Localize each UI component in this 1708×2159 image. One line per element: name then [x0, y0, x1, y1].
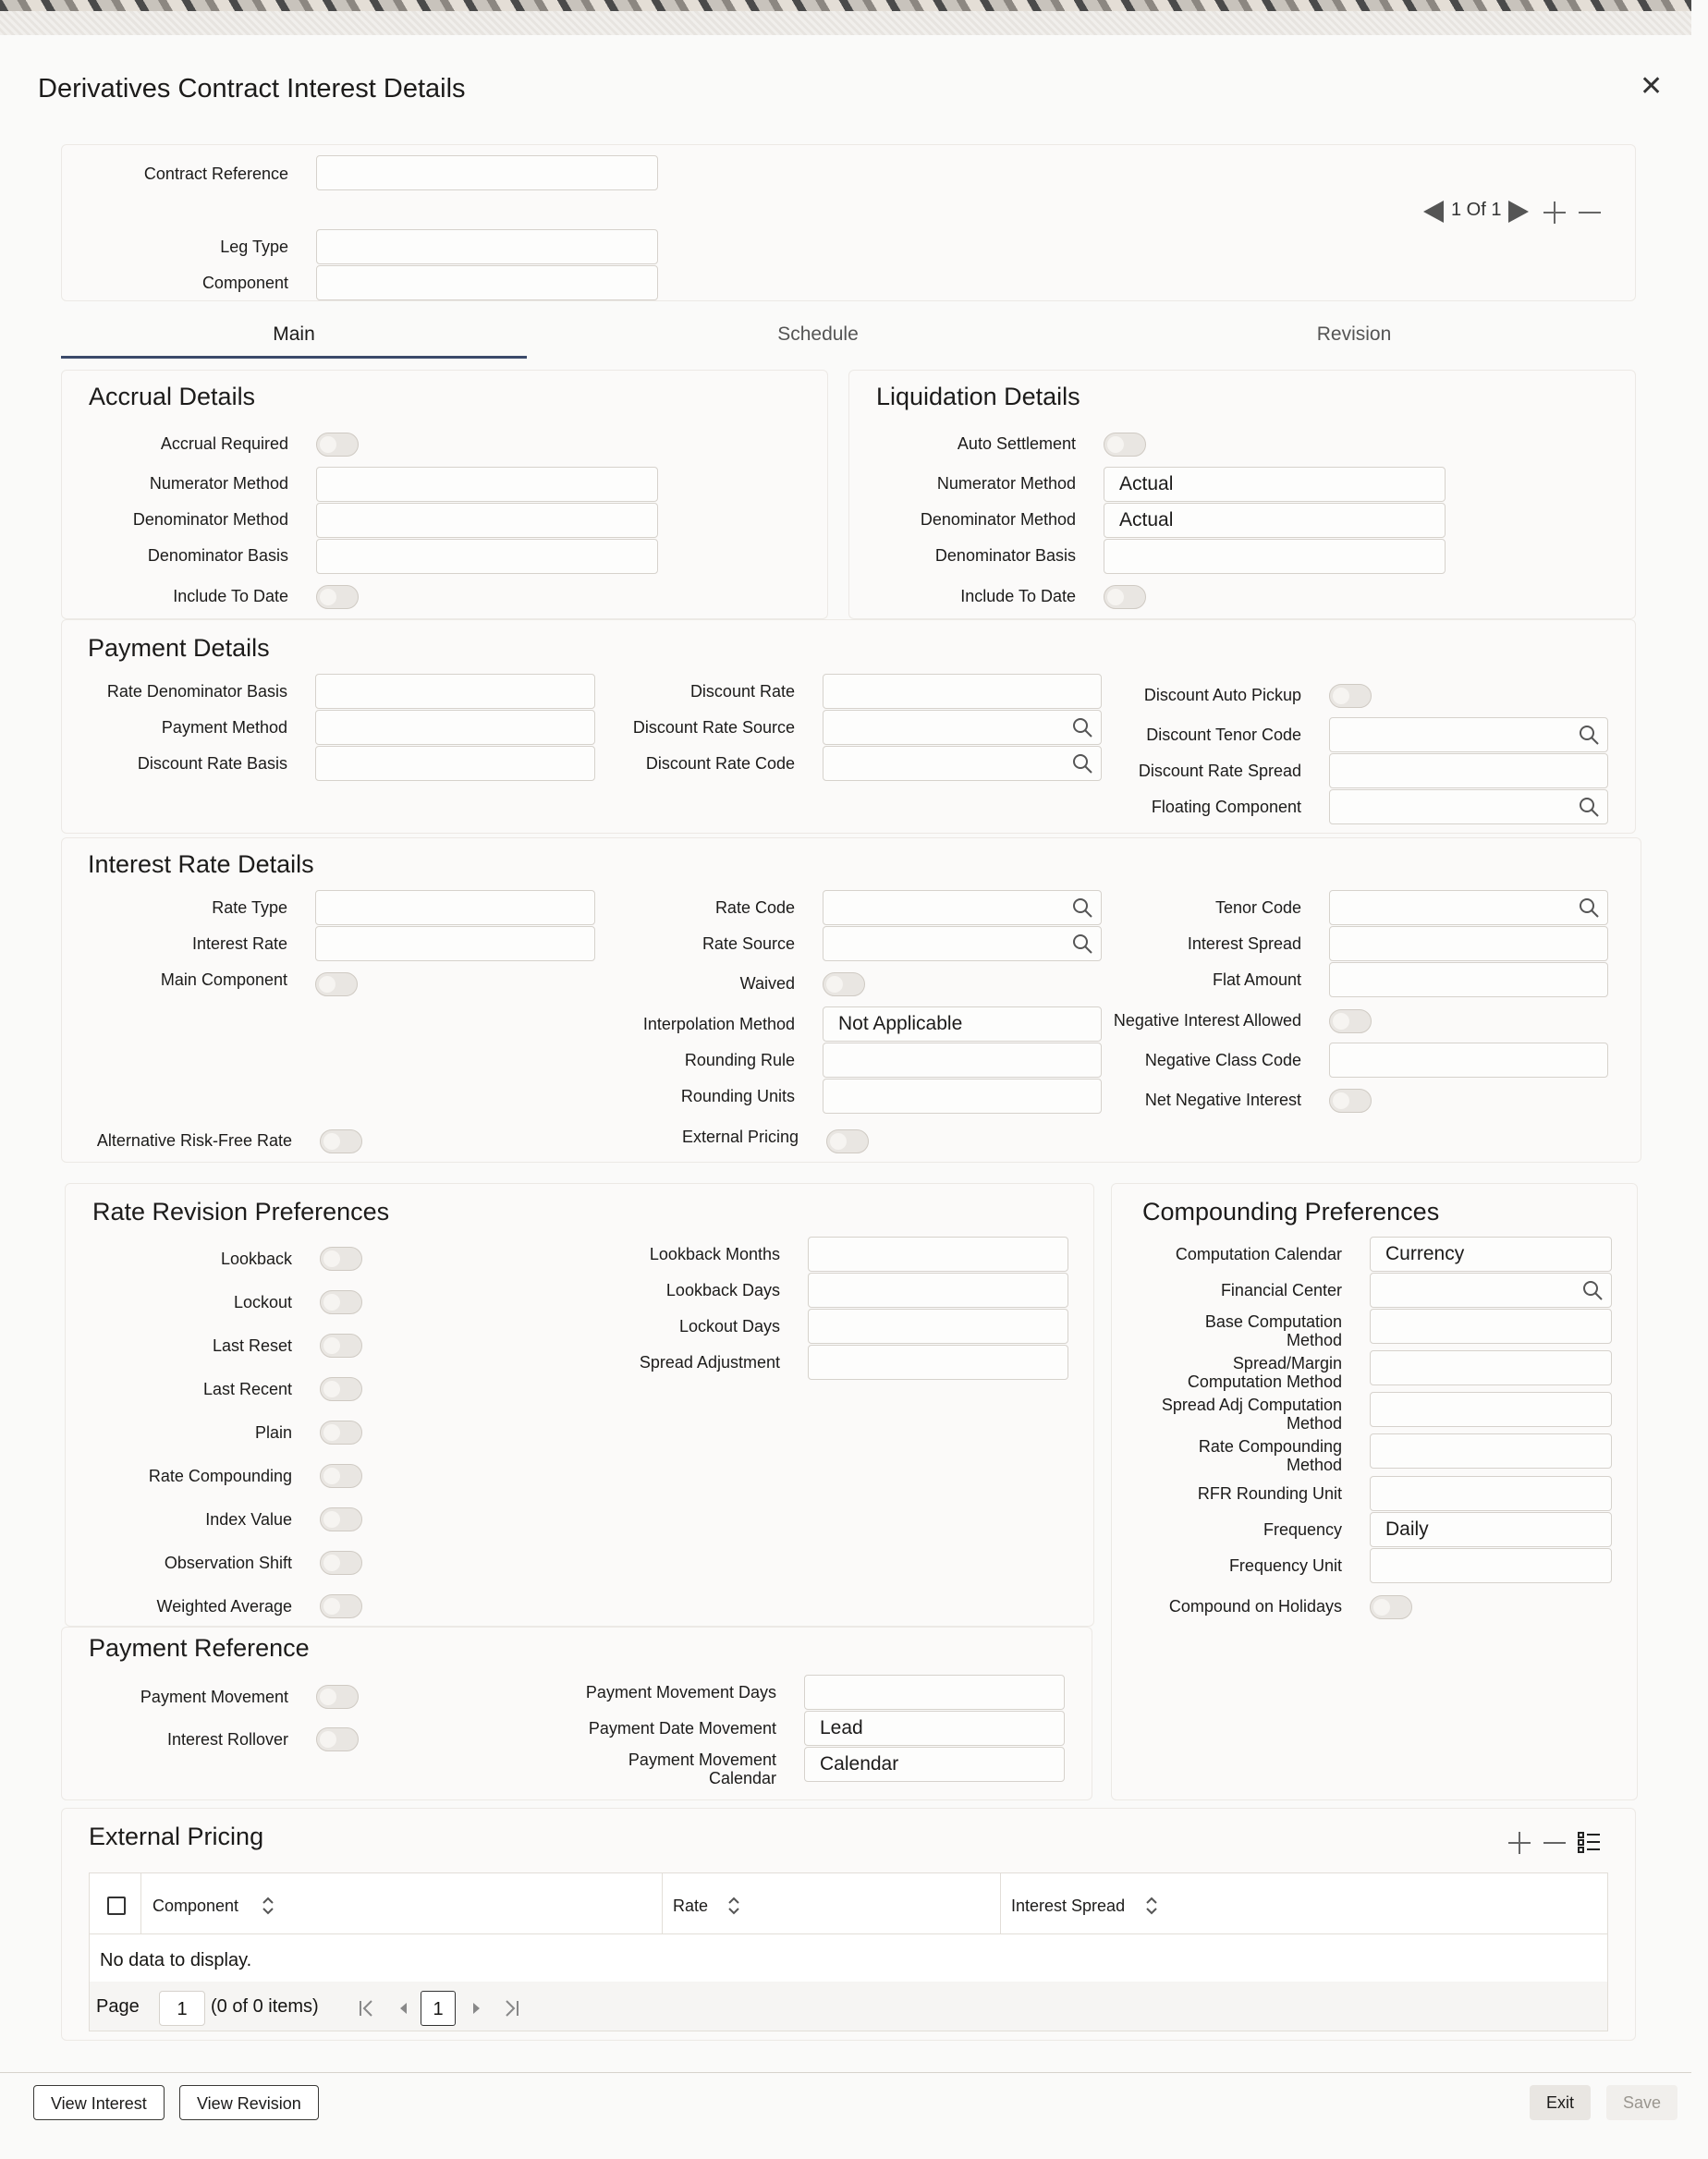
lockout-toggle[interactable] [320, 1290, 362, 1314]
record-pager-text: 1 Of 1 [1451, 200, 1502, 220]
column-header-interest-spread[interactable]: Interest Spread [1011, 1897, 1126, 1915]
payment-movement-calendar-line1: Payment Movement [628, 1750, 776, 1769]
sort-icon[interactable] [1144, 1895, 1159, 1917]
spread-margin-line1: Spread/Margin [1232, 1354, 1342, 1372]
component-label: Component [201, 274, 288, 292]
single-record-view-icon[interactable] [1577, 1830, 1603, 1856]
accrual-denominator-method-label: Denominator Method [132, 510, 288, 529]
tab-schedule[interactable]: Schedule [777, 323, 859, 345]
rate-source-label: Rate Source [702, 934, 795, 953]
negative-interest-allowed-toggle[interactable] [1329, 1009, 1372, 1033]
close-icon[interactable]: ✕ [1640, 71, 1664, 102]
delete-row-icon[interactable] [1542, 1830, 1568, 1856]
col-divider [662, 1873, 663, 1934]
spread-adj-computation-method-input[interactable] [1370, 1392, 1612, 1427]
payment-movement-toggle[interactable] [316, 1685, 359, 1709]
tab-main-underline [61, 356, 527, 359]
last-page-icon[interactable] [501, 1998, 521, 2019]
discount-tenor-code-label: Discount Tenor Code [1146, 726, 1301, 744]
frequency-unit-input[interactable] [1370, 1548, 1612, 1583]
rate-denominator-basis-input[interactable] [315, 674, 595, 709]
payment-movement-label: Payment Movement [140, 1688, 288, 1706]
interest-rollover-label: Interest Rollover [166, 1730, 288, 1749]
sort-icon[interactable] [726, 1895, 741, 1917]
rate-source-input[interactable] [823, 926, 1102, 961]
lookback-days-input[interactable] [808, 1273, 1068, 1308]
select-all-checkbox[interactable] [107, 1897, 126, 1915]
rounding-rule-label: Rounding Rule [684, 1051, 795, 1069]
floating-component-label: Floating Component [1151, 798, 1301, 816]
index-value-toggle[interactable] [320, 1507, 362, 1531]
liquidation-numerator-method-label: Numerator Method [936, 474, 1076, 493]
liquidation-include-to-date-toggle[interactable] [1104, 585, 1146, 609]
negative-class-code-label: Negative Class Code [1144, 1051, 1301, 1069]
lookback-months-label: Lookback Months [649, 1245, 780, 1263]
payment-movement-calendar-label [555, 1750, 776, 1787]
last-recent-toggle[interactable] [320, 1377, 362, 1401]
page-label: Page [96, 1996, 140, 2017]
table-header-row [90, 1873, 1607, 1934]
floating-component-input[interactable] [1329, 789, 1608, 824]
payment-date-movement-label: Payment Date Movement [588, 1719, 776, 1738]
interpolation-method-input[interactable]: Not Applicable [823, 1006, 1102, 1042]
rate-type-input[interactable] [315, 890, 595, 925]
leg-type-input[interactable] [316, 229, 658, 264]
rounding-units-label: Rounding Units [680, 1087, 795, 1105]
interest-rate-label: Interest Rate [191, 934, 287, 953]
discount-rate-source-input[interactable] [823, 710, 1102, 745]
observation-shift-label: Observation Shift [164, 1554, 292, 1572]
rate-code-input[interactable] [823, 890, 1102, 925]
waived-label: Waived [739, 974, 795, 993]
computation-calendar-label: Computation Calendar [1175, 1245, 1342, 1263]
lookback-days-label: Lookback Days [665, 1281, 780, 1299]
external-pricing-label: External Pricing [681, 1128, 799, 1146]
rate-code-label: Rate Code [714, 898, 795, 917]
spread-adj-computation-method-label [1115, 1396, 1342, 1433]
payment-reference-title: Payment Reference [89, 1634, 310, 1662]
rate-type-label: Rate Type [212, 898, 287, 917]
payment-movement-calendar-input[interactable]: Calendar [804, 1747, 1065, 1782]
last-reset-toggle[interactable] [320, 1334, 362, 1358]
rate-compounding-method-line1: Rate Compounding [1198, 1437, 1342, 1456]
accrual-include-to-date-toggle[interactable] [316, 585, 359, 609]
accrual-numerator-method-label: Numerator Method [149, 474, 288, 493]
compounding-preferences-title: Compounding Preferences [1142, 1198, 1440, 1226]
financial-center-input[interactable] [1370, 1273, 1612, 1308]
lockout-days-label: Lockout Days [678, 1317, 780, 1336]
tenor-code-label: Tenor Code [1214, 898, 1301, 917]
accrual-required-label: Accrual Required [160, 434, 288, 453]
previous-record-icon[interactable] [1421, 199, 1446, 225]
alternative-risk-free-rate-label: Alternative Risk-Free Rate [96, 1131, 292, 1150]
frequency-label: Frequency [1263, 1520, 1342, 1539]
page-number-input[interactable]: 1 [159, 1991, 205, 2026]
current-page-button[interactable]: 1 [421, 1991, 456, 2026]
lockout-days-input[interactable] [808, 1309, 1068, 1344]
base-computation-line2: Method [1286, 1331, 1342, 1349]
liquidation-denominator-basis-label: Denominator Basis [934, 546, 1076, 565]
remove-record-icon[interactable] [1577, 200, 1603, 226]
col-divider [1000, 1873, 1001, 1934]
flat-amount-input[interactable] [1329, 962, 1608, 997]
previous-page-icon[interactable] [394, 1998, 414, 2019]
rate-compounding-method-line2: Method [1286, 1456, 1342, 1474]
rfr-rounding-unit-input[interactable] [1370, 1476, 1612, 1511]
discount-rate-code-input[interactable] [823, 746, 1102, 781]
compound-on-holidays-label: Compound on Holidays [1168, 1597, 1342, 1616]
search-icon[interactable] [1578, 724, 1600, 746]
column-header-rate[interactable]: Rate [673, 1897, 709, 1915]
spread-margin-computation-method-input[interactable] [1370, 1350, 1612, 1385]
discount-rate-input[interactable] [823, 674, 1102, 709]
header-panel [61, 144, 1636, 301]
alternative-risk-free-rate-toggle[interactable] [320, 1129, 362, 1153]
lookback-label: Lookback [220, 1250, 292, 1268]
last-recent-label: Last Recent [202, 1380, 292, 1398]
lookback-months-input[interactable] [808, 1237, 1068, 1272]
financial-center-label: Financial Center [1220, 1281, 1342, 1299]
spread-adjustment-label: Spread Adjustment [639, 1353, 780, 1372]
liquidation-denominator-method-input[interactable]: Actual [1104, 503, 1446, 538]
next-record-icon[interactable] [1507, 199, 1531, 225]
base-computation-line1: Base Computation [1204, 1312, 1342, 1331]
rate-revision-title: Rate Revision Preferences [92, 1198, 390, 1226]
column-header-component[interactable]: Component [152, 1897, 239, 1915]
discount-rate-spread-input[interactable] [1329, 753, 1608, 788]
spread-margin-computation-method-label [1115, 1354, 1342, 1391]
discount-rate-spread-label: Discount Rate Spread [1138, 762, 1301, 780]
header-banner-texture [0, 11, 1691, 35]
accrual-required-toggle[interactable] [316, 433, 359, 457]
discount-rate-code-label: Discount Rate Code [645, 754, 795, 773]
first-page-icon[interactable] [357, 1998, 377, 2019]
observation-shift-toggle[interactable] [320, 1551, 362, 1575]
base-computation-method-input[interactable] [1370, 1309, 1612, 1344]
page-title: Derivatives Contract Interest Details [38, 74, 466, 104]
accrual-details-title: Accrual Details [89, 383, 256, 410]
rate-compounding-toggle[interactable] [320, 1464, 362, 1488]
search-icon[interactable] [1581, 1279, 1604, 1301]
frequency-unit-label: Frequency Unit [1228, 1556, 1342, 1575]
add-record-icon[interactable] [1542, 200, 1568, 226]
rate-compounding-method-input[interactable] [1370, 1433, 1612, 1469]
payment-method-label: Payment Method [161, 718, 287, 737]
base-computation-method-label [1115, 1312, 1342, 1349]
sort-icon[interactable] [261, 1895, 275, 1917]
waived-toggle[interactable] [823, 972, 865, 996]
flat-amount-label: Flat Amount [1212, 970, 1301, 989]
contract-reference-input[interactable] [316, 155, 658, 190]
rate-denominator-basis-label: Rate Denominator Basis [106, 682, 287, 701]
spread-adjustment-input[interactable] [808, 1345, 1068, 1380]
add-row-icon[interactable] [1507, 1830, 1532, 1856]
interest-spread-input[interactable] [1329, 926, 1608, 961]
discount-rate-basis-input[interactable] [315, 746, 595, 781]
footer-divider [0, 2072, 1691, 2073]
payment-movement-days-input[interactable] [804, 1675, 1065, 1710]
discount-auto-pickup-toggle[interactable] [1329, 684, 1372, 708]
tenor-code-input[interactable] [1329, 890, 1608, 925]
auto-settlement-label: Auto Settlement [957, 434, 1076, 453]
external-pricing-title: External Pricing [89, 1823, 264, 1850]
view-revision-button[interactable]: View Revision [179, 2085, 319, 2120]
liquidation-numerator-method-input[interactable]: Actual [1104, 467, 1446, 502]
rounding-rule-input[interactable] [823, 1043, 1102, 1078]
rate-compounding-method-label [1115, 1437, 1342, 1474]
net-negative-interest-label: Net Negative Interest [1144, 1091, 1301, 1109]
negative-class-code-input[interactable] [1329, 1043, 1608, 1078]
plain-label: Plain [254, 1423, 292, 1442]
plain-toggle[interactable] [320, 1421, 362, 1445]
weighted-average-toggle[interactable] [320, 1594, 362, 1618]
view-interest-button[interactable]: View Interest [33, 2085, 165, 2120]
net-negative-interest-toggle[interactable] [1329, 1089, 1372, 1113]
index-value-label: Index Value [205, 1510, 292, 1529]
discount-rate-basis-label: Discount Rate Basis [137, 754, 287, 773]
items-count: (0 of 0 items) [211, 1996, 319, 2017]
discount-auto-pickup-label: Discount Auto Pickup [1143, 686, 1301, 704]
contract-reference-label: Contract Reference [143, 165, 288, 183]
accrual-denominator-basis-input[interactable] [316, 539, 658, 574]
negative-interest-allowed-label: Negative Interest Allowed [1113, 1011, 1301, 1030]
liquidation-denominator-method-label: Denominator Method [920, 510, 1076, 529]
main-component-label: Main Component [160, 970, 287, 989]
search-icon[interactable] [1578, 897, 1600, 919]
weighted-average-label: Weighted Average [156, 1597, 292, 1616]
accrual-include-to-date-label: Include To Date [173, 587, 288, 605]
interest-rate-input[interactable] [315, 926, 595, 961]
payment-movement-days-label: Payment Movement Days [585, 1683, 776, 1702]
liquidation-details-title: Liquidation Details [876, 383, 1080, 410]
next-page-icon[interactable] [466, 1998, 486, 2019]
interest-rate-details-title: Interest Rate Details [88, 850, 314, 878]
header-banner [0, 0, 1691, 11]
col-divider [140, 1873, 141, 1934]
rfr-rounding-unit-label: RFR Rounding Unit [1197, 1484, 1342, 1503]
accrual-denominator-basis-label: Denominator Basis [147, 546, 288, 565]
main-component-toggle[interactable] [315, 972, 358, 996]
payment-movement-calendar-line2: Calendar [708, 1769, 776, 1787]
rounding-units-input[interactable] [823, 1079, 1102, 1114]
exit-button[interactable]: Exit [1530, 2085, 1591, 2120]
search-icon[interactable] [1578, 796, 1600, 818]
computation-calendar-input[interactable]: Currency [1370, 1237, 1612, 1272]
interpolation-method-label: Interpolation Method [642, 1015, 795, 1033]
spread-adj-line1: Spread Adj Computation [1161, 1396, 1342, 1414]
liquidation-denominator-basis-input[interactable] [1104, 539, 1446, 574]
discount-rate-label: Discount Rate [689, 682, 795, 701]
leg-type-label: Leg Type [220, 238, 288, 256]
component-input[interactable] [316, 265, 658, 300]
lookback-toggle[interactable] [320, 1247, 362, 1271]
empty-table-message: No data to display. [100, 1950, 252, 1970]
interest-rate-details-panel [61, 837, 1641, 1163]
lockout-label: Lockout [233, 1293, 292, 1311]
auto-settlement-toggle[interactable] [1104, 433, 1146, 457]
accrual-denominator-method-input[interactable] [316, 503, 658, 538]
discount-tenor-code-input[interactable] [1329, 717, 1608, 752]
spread-margin-line2: Computation Method [1187, 1372, 1342, 1391]
discount-rate-source-label: Discount Rate Source [632, 718, 795, 737]
liquidation-include-to-date-label: Include To Date [960, 587, 1076, 605]
tab-revision[interactable]: Revision [1316, 323, 1392, 345]
accrual-numerator-method-input[interactable] [316, 467, 658, 502]
external-pricing-toggle[interactable] [826, 1129, 869, 1153]
interest-spread-label: Interest Spread [1187, 934, 1301, 953]
save-button[interactable]: Save [1606, 2085, 1678, 2120]
payment-date-movement-input[interactable]: Lead [804, 1711, 1065, 1746]
frequency-input[interactable]: Daily [1370, 1512, 1612, 1547]
interest-rollover-toggle[interactable] [316, 1727, 359, 1751]
rate-compounding-label: Rate Compounding [148, 1467, 292, 1485]
payment-details-title: Payment Details [88, 634, 270, 662]
tab-main[interactable]: Main [273, 323, 315, 345]
payment-method-input[interactable] [315, 710, 595, 745]
spread-adj-line2: Method [1286, 1414, 1342, 1433]
compound-on-holidays-toggle[interactable] [1370, 1595, 1412, 1619]
last-reset-label: Last Reset [212, 1336, 292, 1355]
